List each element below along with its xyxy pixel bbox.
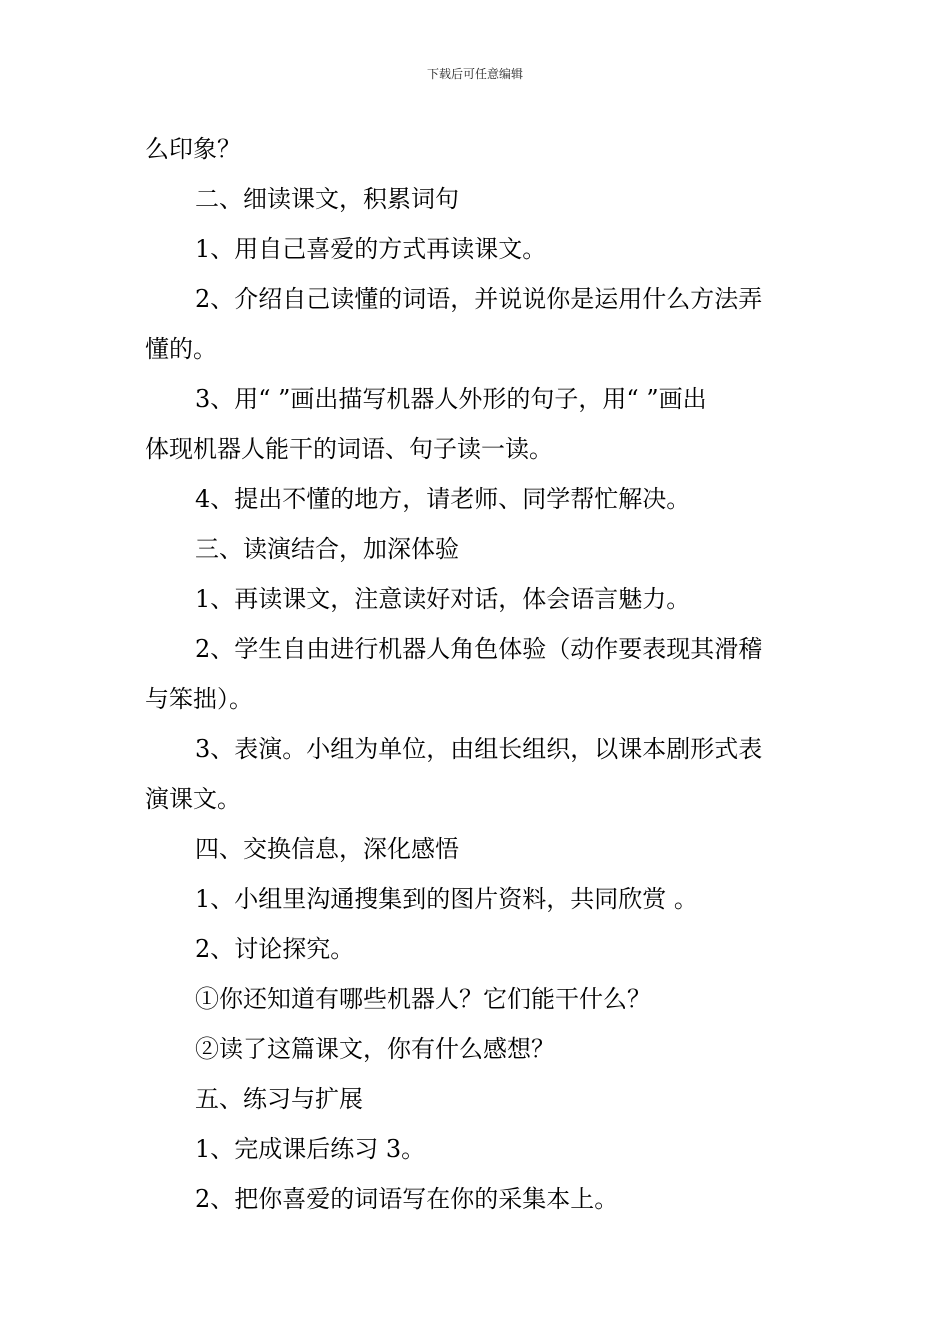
text-line: ①你还知道有哪些机器人？它们能干什么？ bbox=[195, 985, 651, 1013]
text-line: 演课文。 bbox=[145, 785, 241, 813]
text-line: 1、再读课文，注意读好对话，体会语言魅力。 bbox=[195, 585, 691, 613]
text-line: 么印象？ bbox=[145, 135, 241, 163]
page-header: 下载后可任意编辑 bbox=[426, 67, 523, 81]
text-line: 2、把你喜爱的词语写在你的采集本上。 bbox=[195, 1185, 619, 1213]
text-line: 2、介绍自己读懂的词语，并说说你是运用什么方法弄 bbox=[195, 285, 763, 313]
text-line: 1、用自己喜爱的方式再读课文。 bbox=[195, 235, 547, 263]
text-line: 1、完成课后练习 3。 bbox=[195, 1135, 426, 1163]
text-line: 3、表演。小组为单位，由组长组织，以课本剧形式表 bbox=[195, 735, 763, 763]
section-heading: 三、读演结合，加深体验 bbox=[195, 535, 459, 563]
text-line: 体现机器人能干的词语、句子读一读。 bbox=[145, 435, 553, 463]
text-line: 1、小组里沟通搜集到的图片资料，共同欣赏 。 bbox=[195, 885, 698, 913]
text-line: 4、提出不懂的地方，请老师、同学帮忙解决。 bbox=[195, 485, 691, 513]
text-line: 懂的。 bbox=[145, 335, 217, 363]
section-heading: 五、练习与扩展 bbox=[195, 1085, 363, 1113]
section-heading: 四、交换信息，深化感悟 bbox=[195, 835, 459, 863]
section-heading: 二、细读课文，积累词句 bbox=[195, 185, 459, 213]
text-line: ②读了这篇课文，你有什么感想？ bbox=[195, 1035, 555, 1063]
text-line: 2、学生自由进行机器人角色体验（动作要表现其滑稽 bbox=[195, 635, 763, 663]
text-line: 与笨拙）。 bbox=[145, 685, 253, 713]
text-line: 2、讨论探究。 bbox=[195, 935, 355, 963]
document-body bbox=[145, 124, 810, 1224]
text-line: 3、用“ ”画出描写机器人外形的句子，用“ ”画出 bbox=[195, 385, 707, 413]
